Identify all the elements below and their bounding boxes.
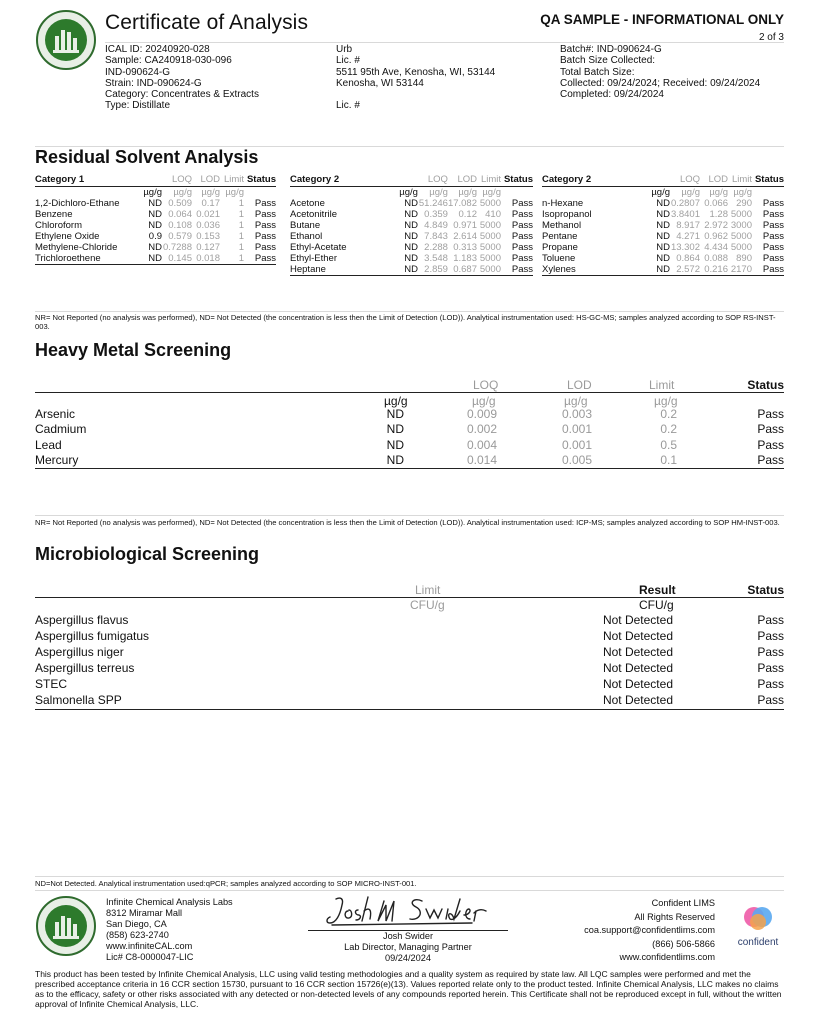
micro-result-unit: CFU/g [639,598,674,612]
table-row [290,198,533,209]
result-value: ND [650,264,670,276]
organism-name: Aspergillus niger [35,645,124,659]
table-row [542,198,784,209]
confident-logo [733,903,783,947]
client-line: Kenosha, WI 53144 [336,77,424,89]
category-header: Category 2 [542,174,650,187]
result-value: Not Detected [602,661,673,675]
analyte-name: Acetonitrile [290,209,337,220]
status-value: Pass [762,198,784,209]
result-value: ND [656,231,670,242]
loq-unit: µg/g [429,187,448,198]
hm-lod-header: LOD [567,378,592,392]
lod-unit: µg/g [201,187,220,198]
page-title: Certificate of Analysis [105,11,309,34]
sample-info [105,44,259,112]
organism-name: Aspergillus fumigatus [35,629,150,643]
limit-value: 410 [485,209,501,220]
status-value: Pass [757,422,784,437]
result-value: ND [404,253,418,264]
microbiological-heading: Microbiological Screening [35,544,260,564]
page-number: 2 of 3 [758,32,784,43]
sample-line: Type: Distillate [105,100,171,112]
footer-note-divider [35,876,784,877]
header-divider [105,42,784,43]
status-value: Pass [254,220,276,231]
analyte-name: Cadmium [35,422,87,437]
analyte-name: Lead [35,437,62,452]
analyte-name: Benzene [35,209,73,220]
limit-value: 5000 [479,220,501,231]
table-row [542,231,784,242]
analyte-name: Methylene-Chloride [35,242,118,253]
lab-website-link[interactable]: www.infiniteCAL.com [106,941,193,951]
result-value: 0.9 [148,231,162,242]
result-value: Not Detected [602,645,673,659]
loq-value: 0.108 [168,220,192,231]
status-value: Pass [511,198,533,209]
limit-value: 5000 [730,209,752,220]
table-row [290,242,533,253]
batch-line: Collected: 09/24/2024; Received: 09/24/2024 [560,77,761,89]
limit-header: Limit [728,174,752,187]
limit-value: 290 [736,198,752,209]
loq-value: 3.8401 [670,209,700,220]
result-value: Not Detected [602,693,673,707]
qa-banner: QA SAMPLE - INFORMATIONAL ONLY [540,12,784,27]
loq-value: 2.288 [424,242,448,253]
limit-value: 0.5 [660,437,677,452]
batch-info [560,44,760,100]
loq-value: 0.579 [168,231,192,242]
hm-header-rule [35,392,784,393]
signer-name: Josh Swider [382,931,434,941]
lims-contact [584,897,715,965]
table-row [290,264,533,276]
loq-value: 0.014 [466,452,497,467]
loq-value: 13.302 [670,242,700,253]
limit-value: 5000 [479,198,501,209]
status-value: Pass [254,242,276,253]
hm-loq-header: LOQ [473,378,499,392]
lims-website-link[interactable]: www.confidentlims.com [619,952,715,963]
lod-header: LOD [700,174,728,187]
batch-line: Batch Size Collected: [560,55,656,67]
analyte-name: Heptane [290,264,398,276]
result-value: Not Detected [602,677,673,691]
analyte-name: Ethanol [290,231,323,242]
result-value: ND [656,220,670,231]
result-unit: µg/g [399,187,418,198]
signature-image [322,893,502,929]
category-header: Category 2 [290,174,398,187]
loq-value: 2.572 [670,264,700,276]
micro-limit-unit: CFU/g [410,598,445,612]
signer-title: Lab Director, Managing Partner [344,942,472,952]
sample-line: ICAL ID: 20240920-028 [105,44,210,55]
organism-name: Aspergillus flavus [35,613,129,627]
result-value: ND [386,407,404,421]
loq-value: 51.246 [418,198,448,209]
limit-value: 2170 [728,264,752,276]
lod-value: 2.972 [704,220,728,231]
disclaimer: This product has been tested by Infinite Chemical Analysis, LLC using valid testing methodologies and a quality system as required by state law. All LQC samples were performed and met the prescribed acceptance criteria in 16 CCR section 15730, pursuant to 16 CCR section 15726(e)(13). Values reported relate only to the product tested. Infinite Chemical Analysis, LLC makes no claims as to the efficacy, safety or other risks associated with any detected or non-detected levels of any compounds reported herein. This Certificate shall not be reproduced except in full, without the written approval of Infinite Chemical Analysis, LLC. [35,969,782,1009]
lod-value: 0.17 [201,198,220,209]
lab-line: (858) 623-2740 [106,930,169,940]
limit-value: 890 [736,253,752,264]
signer-block [308,931,508,964]
status-value: Pass [762,220,784,231]
confident-wordmark: confident [737,937,779,948]
table-row [542,242,784,253]
batch-line: Total Batch Size: [560,66,635,78]
status-value: Pass [757,407,784,421]
lod-value: 0.687 [448,264,477,276]
status-value: Pass [762,242,784,253]
status-value: Pass [757,437,784,452]
analyte-name: Propane [542,242,578,253]
lod-value: 1.183 [453,253,477,264]
status-value: Pass [757,629,784,643]
result-value: ND [404,242,418,253]
analyte-name: Mercury [35,452,79,467]
loq-value: 0.004 [466,437,497,452]
loq-value: 2.859 [418,264,448,276]
limit-value: 1 [238,242,244,253]
analyte-name: Butane [290,220,321,231]
lod-unit: µg/g [458,187,477,198]
loq-value: 0.064 [168,209,192,220]
analyte-name: Xylenes [542,264,650,276]
table-row [35,220,276,231]
client-line: 5511 95th Ave, Kenosha, WI, 53144 [336,66,496,78]
analyte-name: Isopropanol [542,209,592,220]
status-value: Pass [511,220,533,231]
status-value: Pass [762,253,784,264]
analyte-name: Ethylene Oxide [35,231,100,242]
limit-header: Limit [220,174,244,187]
result-value: ND [148,220,162,231]
sample-line: Category: Concentrates & Extracts [105,89,259,101]
limit-value: 0.2 [660,422,677,437]
micro-footnote: ND=Not Detected. Analytical instrumentation used:qPCR; samples analyzed according to SOP MICRO-INST-001. [35,879,417,888]
lod-value: 2.614 [453,231,477,242]
micro-bottom-rule [35,709,784,710]
loq-value: 7.843 [424,231,448,242]
heavy-metal-heading: Heavy Metal Screening [35,340,232,360]
analyte-name: Pentane [542,231,578,242]
status-value: Pass [511,209,533,220]
limit-value: 1 [238,198,244,209]
residual-table-category-2a [290,174,533,276]
analyte-name: Ethyl-Ether [290,253,337,264]
status-value: Pass [244,253,276,265]
status-value: Pass [757,677,784,691]
result-value: ND [148,198,162,209]
residual-table-category-2b [542,174,784,276]
result-value: Not Detected [602,613,673,627]
note-divider [35,311,784,312]
status-value: Pass [757,645,784,659]
result-value: ND [148,209,162,220]
lab-contact [106,897,233,963]
lod-header: LOD [448,174,477,187]
limit-unit: µg/g [225,187,244,198]
lod-value: 0.088 [704,253,728,264]
lod-value: 17.082 [447,198,477,209]
table-row [35,231,276,242]
table-row [35,253,276,265]
result-unit: µg/g [651,187,670,198]
limit-value: 3000 [730,220,752,231]
loq-value: 0.509 [168,198,192,209]
organism-name: Aspergillus terreus [35,661,135,675]
status-value: Pass [757,452,784,467]
lod-header: LOD [192,174,220,187]
result-value: Not Detected [602,629,673,643]
result-value: ND [404,198,418,209]
loq-value: 0.145 [162,253,192,265]
loq-value: 4.271 [676,231,700,242]
limit-value: 5000 [479,242,501,253]
result-value: ND [404,231,418,242]
status-value: Pass [757,693,784,707]
status-header: Status [752,174,784,187]
status-value: Pass [757,613,784,627]
status-value: Pass [511,242,533,253]
limit-value: 5000 [479,231,501,242]
lod-value: 0.12 [458,209,477,220]
table-row [290,220,533,231]
lod-value: 0.971 [453,220,477,231]
micro-limit-header: Limit [415,583,441,597]
analyte-name: Methanol [542,220,582,231]
hm-loq-unit: µg/g [472,394,496,408]
lod-value: 0.005 [561,452,592,467]
result-unit: µg/g [143,187,162,198]
hm-result-unit: µg/g [384,394,408,408]
footer-lab-seal-logo [36,896,96,956]
hm-bottom-rule [35,468,784,469]
result-value: ND [656,209,670,220]
table-row [542,220,784,231]
sample-line: Strain: IND-090624-G [105,77,202,89]
table-row [290,253,533,264]
result-value: ND [398,264,418,276]
limit-header: Limit [477,174,501,187]
limit-value: 5000 [477,264,501,276]
analyte-name: 1,2-Dichloro-Ethane [35,198,120,209]
client-line: Lic. # [336,55,360,67]
status-value: Pass [254,231,276,242]
lab-line: Infinite Chemical Analysis Labs [106,897,233,907]
lod-value: 0.962 [704,231,728,242]
lab-seal-logo [36,10,96,70]
result-value: ND [404,220,418,231]
client-info [336,44,495,112]
result-value: ND [386,452,404,467]
result-value: ND [404,209,418,220]
organism-name: STEC [35,677,68,691]
hm-lod-unit: µg/g [564,394,588,408]
loq-value: 0.2807 [670,198,700,209]
lod-value: 0.127 [196,242,220,253]
status-header: Status [244,174,276,187]
loq-value: 0.359 [424,209,448,220]
analyte-name: Arsenic [35,407,76,421]
table-row [542,264,784,276]
lod-value: 0.018 [192,253,220,265]
loq-value: 0.7288 [162,242,192,253]
client-line: Urb [336,44,353,55]
loq-header: LOQ [418,174,448,187]
status-header: Status [501,174,533,187]
residual-solvent-heading: Residual Solvent Analysis [35,147,259,167]
loq-value: 4.849 [424,220,448,231]
hm-limit-header: Limit [649,378,675,392]
hm-limit-unit: µg/g [654,394,678,408]
lod-value: 4.434 [704,242,728,253]
lab-line: San Diego, CA [106,919,167,929]
analyte-name: Chloroform [35,220,82,231]
loq-value: 0.002 [466,422,497,437]
micro-result-header: Result [639,583,676,597]
sample-line: Sample: CA240918-030-096 [105,55,232,67]
result-value: ND [148,242,162,253]
lod-value: 0.001 [561,437,592,452]
loq-value: 3.548 [424,253,448,264]
limit-unit: µg/g [482,187,501,198]
limit-value: 5000 [730,242,752,253]
sample-line: IND-090624-G [105,66,171,78]
lod-value: 0.001 [561,422,592,437]
result-value: ND [656,198,670,209]
status-value: Pass [511,253,533,264]
limit-value: 1 [238,220,244,231]
status-value: Pass [752,264,784,276]
footer-divider [35,890,784,891]
result-value: ND [142,253,162,265]
signed-date: 09/24/2024 [385,953,431,963]
table-row [542,209,784,220]
lod-value: 0.036 [196,220,220,231]
loq-header: LOQ [670,174,700,187]
table-row [35,209,276,220]
status-value: Pass [254,198,276,209]
analyte-name: Ethyl-Acetate [290,242,347,253]
status-value: Pass [762,209,784,220]
loq-value: 0.009 [466,407,497,421]
batch-line: Completed: 09/24/2024 [560,89,664,101]
loq-unit: µg/g [173,187,192,198]
organism-name: Salmonella SPP [35,693,122,707]
status-value: Pass [762,231,784,242]
result-value: ND [386,437,404,452]
limit-value: 1 [238,209,244,220]
lod-value: 1.28 [709,209,728,220]
lod-unit: µg/g [709,187,728,198]
limit-value: 1 [220,253,244,265]
lab-line: 8312 Miramar Mall [106,908,183,918]
limit-value: 5000 [730,231,752,242]
hm-status-header: Status [747,378,784,392]
limit-unit: µg/g [733,187,752,198]
table-row [35,242,276,253]
loq-unit: µg/g [681,187,700,198]
loq-value: 8.917 [676,220,700,231]
note-divider [35,515,784,516]
lims-line: All Rights Reserved [634,911,715,922]
table-row [542,253,784,264]
limit-value: 5000 [479,253,501,264]
batch-line: Batch#: IND-090624-G [560,44,662,55]
client-line: Lic. # [336,100,360,112]
analyte-name: Acetone [290,198,325,209]
status-value: Pass [254,209,276,220]
result-value: ND [656,242,670,253]
status-value: Pass [501,264,533,276]
analyte-name: Trichloroethene [35,253,142,265]
lod-value: 0.153 [196,231,220,242]
lims-line: Confident LIMS [651,898,715,908]
result-value: ND [386,422,404,437]
limit-value: 1 [238,231,244,242]
residual-table-category-1 [35,174,276,265]
table-row [290,231,533,242]
status-value: Pass [757,661,784,675]
lod-value: 0.021 [196,209,220,220]
limit-value: 0.2 [660,407,677,421]
table-row [35,198,276,209]
result-value: ND [656,253,670,264]
status-value: Pass [511,231,533,242]
micro-status-header: Status [747,583,784,597]
lims-phone: (866) 506-5866 [652,938,715,949]
category-header: Category 1 [35,174,142,187]
lod-value: 0.216 [700,264,728,276]
table-row [290,209,533,220]
lod-value: 0.066 [704,198,728,209]
loq-value: 0.864 [676,253,700,264]
limit-value: 0.1 [660,452,677,467]
residual-footnote: NR= Not Reported (no analysis was performed), ND= Not Detected (the concentration is less then the Limit of Detection (LOD)). Analytical instrumentation used: HS-GC-MS; samples analyzed according to SOP RS-INST-003. [35,313,776,331]
analyte-name: n-Hexane [542,198,584,209]
loq-header: LOQ [162,174,192,187]
analyte-name: Toluene [542,253,576,264]
lab-line: Lic# C8-0000047-LIC [106,952,194,962]
metals-footnote: NR= Not Reported (no analysis was performed), ND= Not Detected (the concentration is less then the Limit of Detection (LOD)). Analytical instrumentation used: ICP-MS; samples analyzed according to SOP HM-INST-003. [35,518,780,527]
lod-value: 0.313 [453,242,477,253]
lod-value: 0.003 [561,407,592,421]
lims-email-link[interactable]: coa.support@confidentlims.com [584,925,715,936]
